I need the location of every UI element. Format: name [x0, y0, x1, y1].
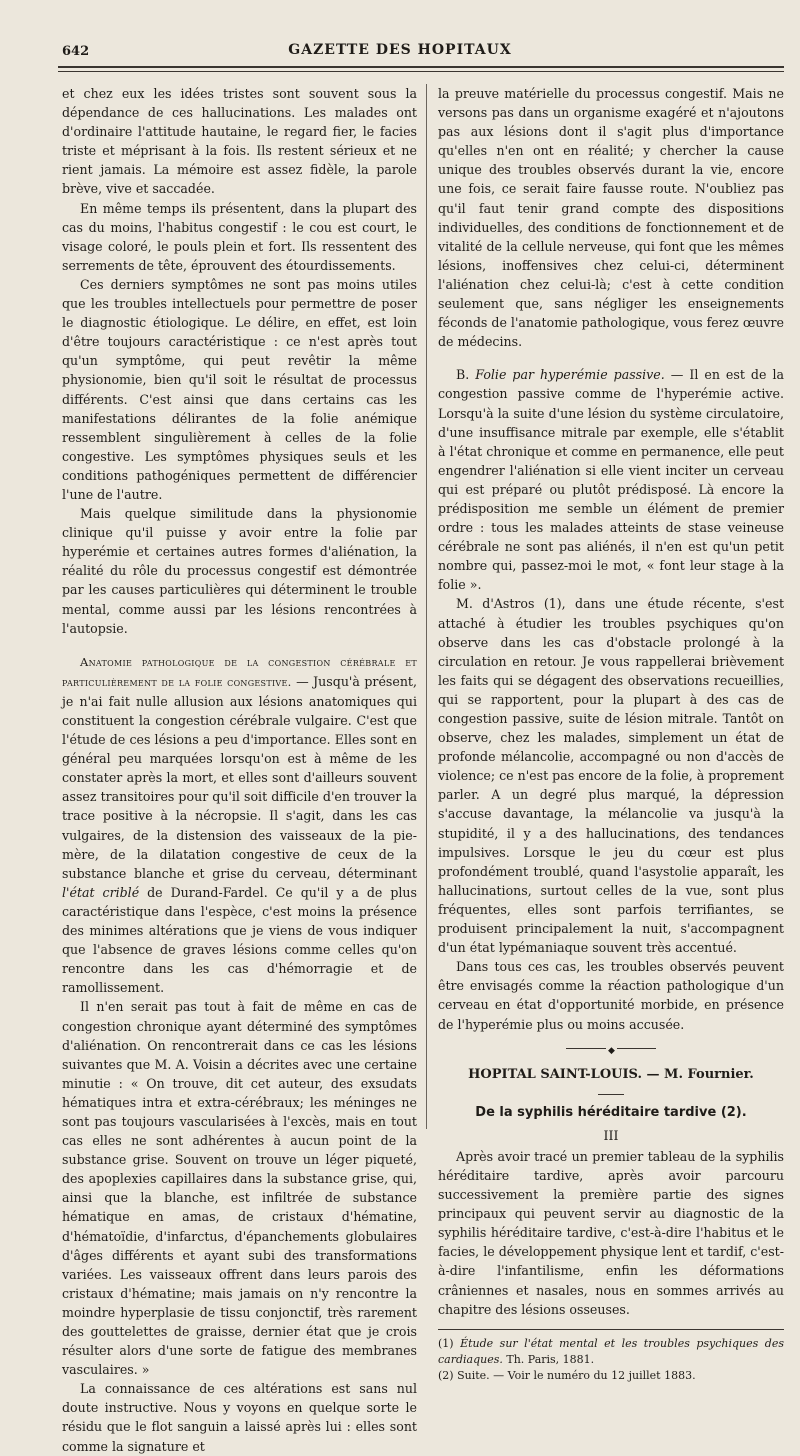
- paragraph: Il n'en serait pas tout à fait de même en cas de congestion chronique ayant déterminé des symptômes d'aliénation. On rencontrerait dans ce cas les lésions suivantes que M. A. Voisin a décrites avec une certaine minutie : « On trouve, dit cet auteur, des exsudats hématiques intra et extra-cérébraux; les méninges ne sont pas toujours vascularisées à l'excès, mais en tout cas elles ne sont adhérentes à aucun point de la substance grise. Souvent on trouve un léger piqueté, des apoplexies capillaires dans la substance grise, qui, ainsi que la blanche, est infiltrée de substance hématique en amas, de cristaux d'hématine, d'hématoïdie, d'infarctus, d'épanchements globulaires d'âges différents et ayant subi des transformations variées. Les vaisseaux offrent dans leurs parois des cristaux d'hématine; mais jamais on n'y rencontre la moindre hyperplasie de tissu conjonctif, très rarement des gouttelettes de graisse, dernier état que je crois résulter alors d'une sorte de fatigue des membranes vasculaires. »: [62, 999, 417, 1378]
- page-header: [0, 42, 800, 66]
- header-rule-thick: [58, 66, 784, 68]
- italic-term: l'état criblé: [62, 884, 140, 900]
- paragraph-anatomy: [62, 652, 417, 998]
- italic-heading: Folie par hyperémie passive.: [475, 367, 665, 383]
- footnote-1: [438, 1336, 784, 1368]
- page-number: 642: [62, 44, 90, 59]
- paragraph-text: — Jusqu'à présent, je n'ai fait nulle allusion aux lésions anatomiques qui constituent la congestion cérébrale vulgaire. C'est que l'étude de ces lésions a peu d'importance. Elles sont en général peu marquées lorsqu'on est à même de les constater après la mort, et elles sont d'ailleurs souvent assez transitoires pour qu'il soit difficile d'en trouver la trace positive à la nécropsie. Il s'agit, dans les cas vulgaires, de la distension des vaisseaux de la pie-mère, de la dilatation congestive de ceux de la substance blanche et grise du cerveau, déterminant: [62, 673, 417, 881]
- paragraph: la preuve matérielle du processus congestif. Mais ne versons pas dans un organisme exagéré et n'ajoutons pas aux lésions dont il s'agit plus d'importance qu'elles n'en ont en réalité; y chercher la cause unique des troubles observés durant la vie, encore une fois, ce serait faire fausse route. N'oubliez pas qu'il faut tenir grand compte des dispositions individuelles, des conditions de fonctionnement et de vitalité de la cellule nerveuse, qui font que les mêmes lésions, inoffensives chez celui-ci, déterminent l'aliénation chez celui-là; c'est à cette condition seulement que, sans négliger les enseignements féconds de l'anatomie pathologique, vous ferez œuvre de médecins.: [438, 86, 784, 350]
- paragraph: M. d'Astros (1), dans une étude récente, s'est attaché à étudier les troubles psychiques qu'on observe dans les cas d'obstacle prolongé à la circulation en retour. Je vous rappellerai brièvement les faits qui se dégagent des observations recueillies, qui se rapportent, pour la plupart à des cas de congestion passive, suite de lésion mitrale. Tantôt on observe, chez les malades, simplement un état de profonde mélancolie, accompagné ou non d'accès de violence; ce n'est pas encore de la folie, à proprement parler. A un degré plus marqué, la dépression s'accuse davantage, la mélancolie va jusqu'à la stupidité, il y a des hallucinations, des tendances impulsives. Lorsque le jeu du cœur est plus profondément troublé, quand l'asystolie apparaît, les hallucinations, surtout celles de la vue, sont plus fréquentes, elles sont parfois terrifiantes, se produisent principalement la nuit, s'accompagnent d'un état lypémaniaque souvent très accentué.: [438, 596, 784, 956]
- paragraph-text: de Durand-Fardel. Ce qu'il y a de plus caractéristique dans l'espèce, c'est moins la présence des minimes altérations que je viens de vous indiquer que l'absence de graves lésions comme celles qu'on rencontre dans les cas d'hémorragie et de ramollissement.: [62, 884, 417, 996]
- left-column: [62, 84, 417, 1454]
- paragraph-text: — Il en est de la congestion passive comme de l'hyperémie active. Lorsqu'à la suite d'une lésion du système circulatoire, d'une insuffisance mitrale par exemple, elle s'établit à l'état chronique et comme en permanence, elle peut engendrer l'aliénation si elle vient inciter un cerveau qui est préparé ou plutôt prédisposé. Là encore la prédisposition me semble un élément de premier ordre : tous les malades atteints de stase veineuse cérébrale ne sont pas aliénés, il n'en est qu'un petit nombre qui, passez-moi le mot, « font leur stage à la folie ».: [438, 367, 784, 593]
- footnote-2: (2) Suite. — Voir le numéro du 12 juillet 1883.: [438, 1368, 696, 1382]
- footnote-text: Th. Paris, 1881.: [502, 1352, 595, 1366]
- column-divider: [426, 84, 427, 1129]
- paragraph-lead: B.: [456, 367, 476, 383]
- right-column: [438, 84, 784, 1382]
- paragraph: Mais quelque similitude dans la physionomie clinique qu'il puisse y avoir entre la folie par hyperémie et certaines autres formes d'aliénation, la réalité du rôle du processus congestif est démontrée par les causes particulières qui déterminent le trouble mental, comme aussi par les lésions rencontrées à l'autopsie.: [62, 506, 417, 636]
- section-heading: Anatomie pathologique de la congestion cérébrale et particulièrement de la folie congestive.: [62, 654, 417, 689]
- ornament-separator: [566, 1048, 656, 1049]
- header-rule-thin: [58, 71, 784, 72]
- paragraph-passive: [438, 365, 784, 594]
- paragraph: Ces derniers symptômes ne sont pas moins utiles que les troubles intellectuels pour permettre de poser le diagnostic étiologique. Le délire, en effet, est loin d'être toujours caractéristique : ce n'est après tout qu'un symptôme, qui peut revêtir la même physionomie, bien qu'il soit le résultat de processus différents. C'est ainsi que dans certains cas les manifestations délirantes de la folie anémique ressemblent singulièrement à celles de la folie congestive. Les symptômes physiques seuls et les conditions pathogéniques permettent de différencier l'une de l'autre.: [62, 276, 417, 502]
- article-title: De la syphilis héréditaire tardive (2).: [475, 1104, 747, 1120]
- hospital-title: HOPITAL SAINT-LOUIS. — M. Fournier.: [468, 1066, 754, 1082]
- paragraph: Dans tous ces cas, les troubles observés peuvent être envisagés comme la réaction pathologique d'un cerveau en état d'opportunité morbide, en présence de l'hyperémie plus ou moins accusée.: [438, 959, 784, 1032]
- paragraph: La connaissance de ces altérations est sans nul doute instructive. Nous y voyons en quelque sorte le résidu que le flot sanguin a laissé après lui : elles sont comme la signature et: [62, 1381, 417, 1454]
- paragraph: et chez eux les idées tristes sont souvent sous la dépendance de ces hallucinations. Les malades ont d'ordinaire l'attitude hautaine, le regard fier, le facies triste et méprisant à la fois. Ils restent sérieux et ne rient jamais. La mémoire est assez fidèle, la parole brève, vive et saccadée.: [62, 86, 417, 197]
- short-rule: [598, 1094, 624, 1095]
- paragraph: En même temps ils présentent, dans la plupart des cas du moins, l'habitus congestif : le cou est court, le visage coloré, le pouls plein et fort. Ils ressentent des serrements de tête, éprouvent des étourdissements.: [62, 200, 417, 273]
- footnote-number: (1): [438, 1336, 461, 1350]
- footnote-rule: [438, 1329, 784, 1330]
- footnote-title: Étude sur l'état mental et les troubles psychiques des cardiaques.: [438, 1336, 784, 1366]
- running-title: GAZETTE DES HOPITAUX: [288, 42, 512, 58]
- paragraph: Après avoir tracé un premier tableau de la syphilis héréditaire tardive, après avoir parcouru successivement la première partie des signes principaux qui peuvent servir au diagnostic de la syphilis héréditaire tardive, c'est-à-dire l'habitus et le facies, le développement physique lent et tardif, c'est-à-dire l'infantilisme, enfin les déformations crâniennes et nasales, nous en sommes arrivés au chapitre des lésions osseuses.: [438, 1148, 784, 1317]
- section-number: III: [603, 1127, 619, 1143]
